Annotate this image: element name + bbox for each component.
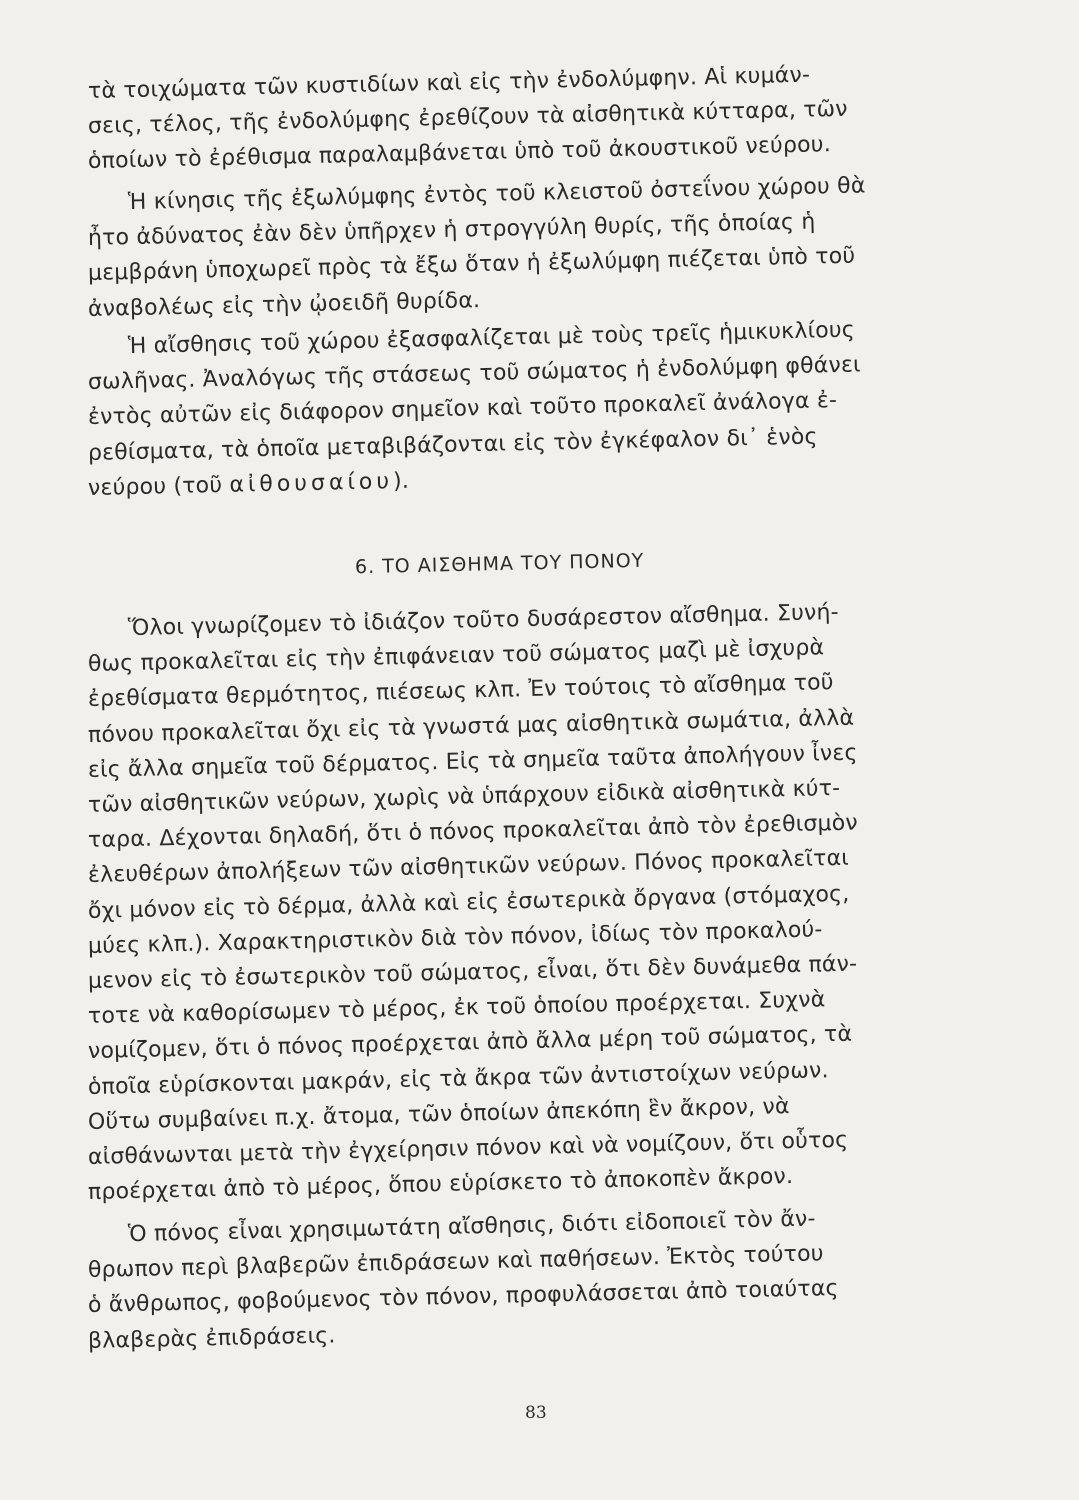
text-line: νομίζομεν, ὅτι ὁ πόνος προέρχεται ἀπὸ ἄλλα μέρη τοῦ σώματος, τὰ bbox=[87, 1022, 853, 1065]
text-line: βλαβερὰς ἐπιδράσεις. bbox=[87, 1322, 336, 1354]
text-line: τὰ τοιχώματα τῶν κυστιδίων καὶ εἰς τὴν ἐνδολύμφην. Αἱ κυμάν- bbox=[87, 62, 811, 104]
text-line: Ὁ πόνος εἶναι χρησιμωτάτη αἴσθησις, διότι εἰδοποιεῖ τὸν ἄν- bbox=[127, 1206, 816, 1248]
text-line: προέρχεται ἀπὸ τὸ μέρος, ὅπου εὑρίσκετο τὸ ἀποκοπὲν ἄκρον. bbox=[87, 1164, 794, 1206]
text-line: μύες κλπ.). Χαρακτηριστικὸν διὰ τὸν πόνον, ἰδίως τὸν προκαλού- bbox=[87, 917, 823, 959]
text-line: ὄχι μόνον εἰς τὸ δέρμα, ἀλλὰ καὶ εἰς ἐσωτερικὰ ὄργανα (στόμαχος, bbox=[87, 881, 850, 924]
text-line: θρωπον περὶ βλαβερῶν ἐπιδράσεων καὶ παθήσεων. Ἐκτὸς τούτου bbox=[87, 1241, 824, 1284]
text-line: σωλῆνας. Ἀναλόγως τῆς στάσεως τοῦ σώματος ἡ ἐνδολύμφη φθάνει bbox=[87, 352, 861, 396]
text-fragment: ). bbox=[392, 468, 410, 494]
text-line: σεις, τέλος, τῆς ἐνδολύμφης ἐρεθίζουν τὰ αἰσθητικὰ κύτταρα, τῶν bbox=[87, 96, 849, 140]
paragraph-sense-of-space bbox=[87, 317, 983, 506]
paragraph-exolymph bbox=[87, 173, 983, 327]
text-line: εἰς ἄλλα σημεῖα τοῦ δέρματος. Εἰς τὰ σημεῖα ταῦτα ἀπολήγουν ἶνες bbox=[87, 740, 858, 783]
paragraph-ear-continuation bbox=[87, 62, 983, 180]
text-line: μενον εἰς τὸ ἐσωτερικὸν τοῦ σώματος, εἶναι, ὅτι δὲν δυνάμεθα πάν- bbox=[87, 951, 858, 995]
text-line: τοτε νὰ καθορίσωμεν τὸ μέρος, ἐκ τοῦ ὁποίου προέρχεται. Συχνὰ bbox=[87, 987, 826, 1030]
text-line: Οὕτω συμβαίνει π.χ. ἄτομα, τῶν ὁποίων ἀπεκόπη ἓν ἄκρον, νὰ bbox=[87, 1093, 790, 1135]
text-line: ἐλευθέρων ἀπολήξεων τῶν αἰσθητικῶν νεύρων. Πόνος προκαλεῖται bbox=[87, 846, 850, 889]
text-line: ταρα. Δέχονται δηλαδή, ὅτι ὁ πόνος προκαλεῖται ἀπὸ τὸν ἐρεθισμὸν bbox=[87, 810, 859, 854]
text-line: τῶν αἰσθητικῶν νεύρων, χωρὶς νὰ ὑπάρχουν εἰδικὰ αἰσθητικὰ κύτ- bbox=[87, 775, 841, 819]
text-line: ἀναβολέως εἰς τὴν ᾠοειδῆ θυρίδα. bbox=[87, 287, 481, 322]
text-line: ὁποίων τὸ ἐρέθισμα παραλαμβάνεται ὑπὸ τοῦ ἀκουστικοῦ νεύρου. bbox=[87, 132, 832, 175]
page-number: 83 bbox=[525, 1403, 547, 1423]
text-line: Ἡ κίνησις τῆς ἐξωλύμφης ἐντὸς τοῦ κλειστοῦ ὀστεΐνου χώρου θὰ bbox=[127, 173, 866, 216]
paragraph-pain-usefulness bbox=[87, 1206, 983, 1359]
text-line: αἰσθάνωνται μετὰ τὴν ἐγχείρησιν πόνον καὶ νὰ νομίζουν, ὅτι οὗτος bbox=[87, 1127, 849, 1171]
text-line: Ὅλοι γνωρίζομεν τὸ ἰδιάζον τοῦτο δυσάρεστον αἴσθημα. Συνή- bbox=[127, 599, 840, 642]
text-line: ρεθίσματα, τὰ ὁποῖα μεταβιβάζονται εἰς τὸν ἐγκέφαλον δι᾽ ἑνὸς bbox=[87, 424, 818, 466]
text-line: ὁ ἄνθρωπος, φοβούμενος τὸν πόνον, προφυλάσσεται ἀπὸ τοιαύτας bbox=[87, 1276, 839, 1319]
text-line: πόνου προκαλεῖται ὄχι εἰς τὰ γνωστά μας αἰσθητικὰ σωμάτια, ἀλλὰ bbox=[87, 705, 855, 748]
text-line: ἦτο ἀδύνατος ἐὰν δὲν ὑπῆρχεν ἡ στρογγύλη θυρίς, τῆς ὁποίας ἡ bbox=[87, 209, 816, 252]
text-line: θως προκαλεῖται εἰς τὴν ἐπιφάνειαν τοῦ σώματος μαζὶ μὲ ἰσχυρὰ bbox=[87, 635, 825, 678]
text-line: ἐρεθίσματα θερμότητος, πιέσεως κλπ. Ἐν τούτοις τὸ αἴσθημα τοῦ bbox=[87, 670, 834, 713]
spaced-term: αἰθουσαίου bbox=[229, 468, 394, 498]
section-heading: 6. ΤΟ ΑΙΣΘΗΜΑ ΤΟΥ ΠΟΝΟΥ bbox=[354, 549, 645, 579]
paragraph-pain bbox=[87, 599, 983, 1210]
text-line: ὁποῖα εὑρίσκονται μακράν, εἰς τὰ ἄκρα τῶν ἀντιστοίχων νεύρων. bbox=[87, 1057, 829, 1100]
text-fragment: νεύρου (τοῦ bbox=[87, 472, 230, 501]
text-line: Ἡ αἴσθησις τοῦ χώρου ἐξασφαλίζεται μὲ τοὺς τρεῖς ἡμικυκλίους bbox=[127, 317, 856, 360]
text-line: ἐντὸς αὐτῶν εἰς διάφορον σημεῖον καὶ τοῦτο προκαλεῖ ἀνάλογα ἐ- bbox=[87, 388, 838, 431]
text-line: μεμβράνη ὑποχωρεῖ πρὸς τὰ ἔξω ὅταν ἡ ἐξωλύμφη πιέζεται ὑπὸ τοῦ bbox=[87, 243, 856, 287]
